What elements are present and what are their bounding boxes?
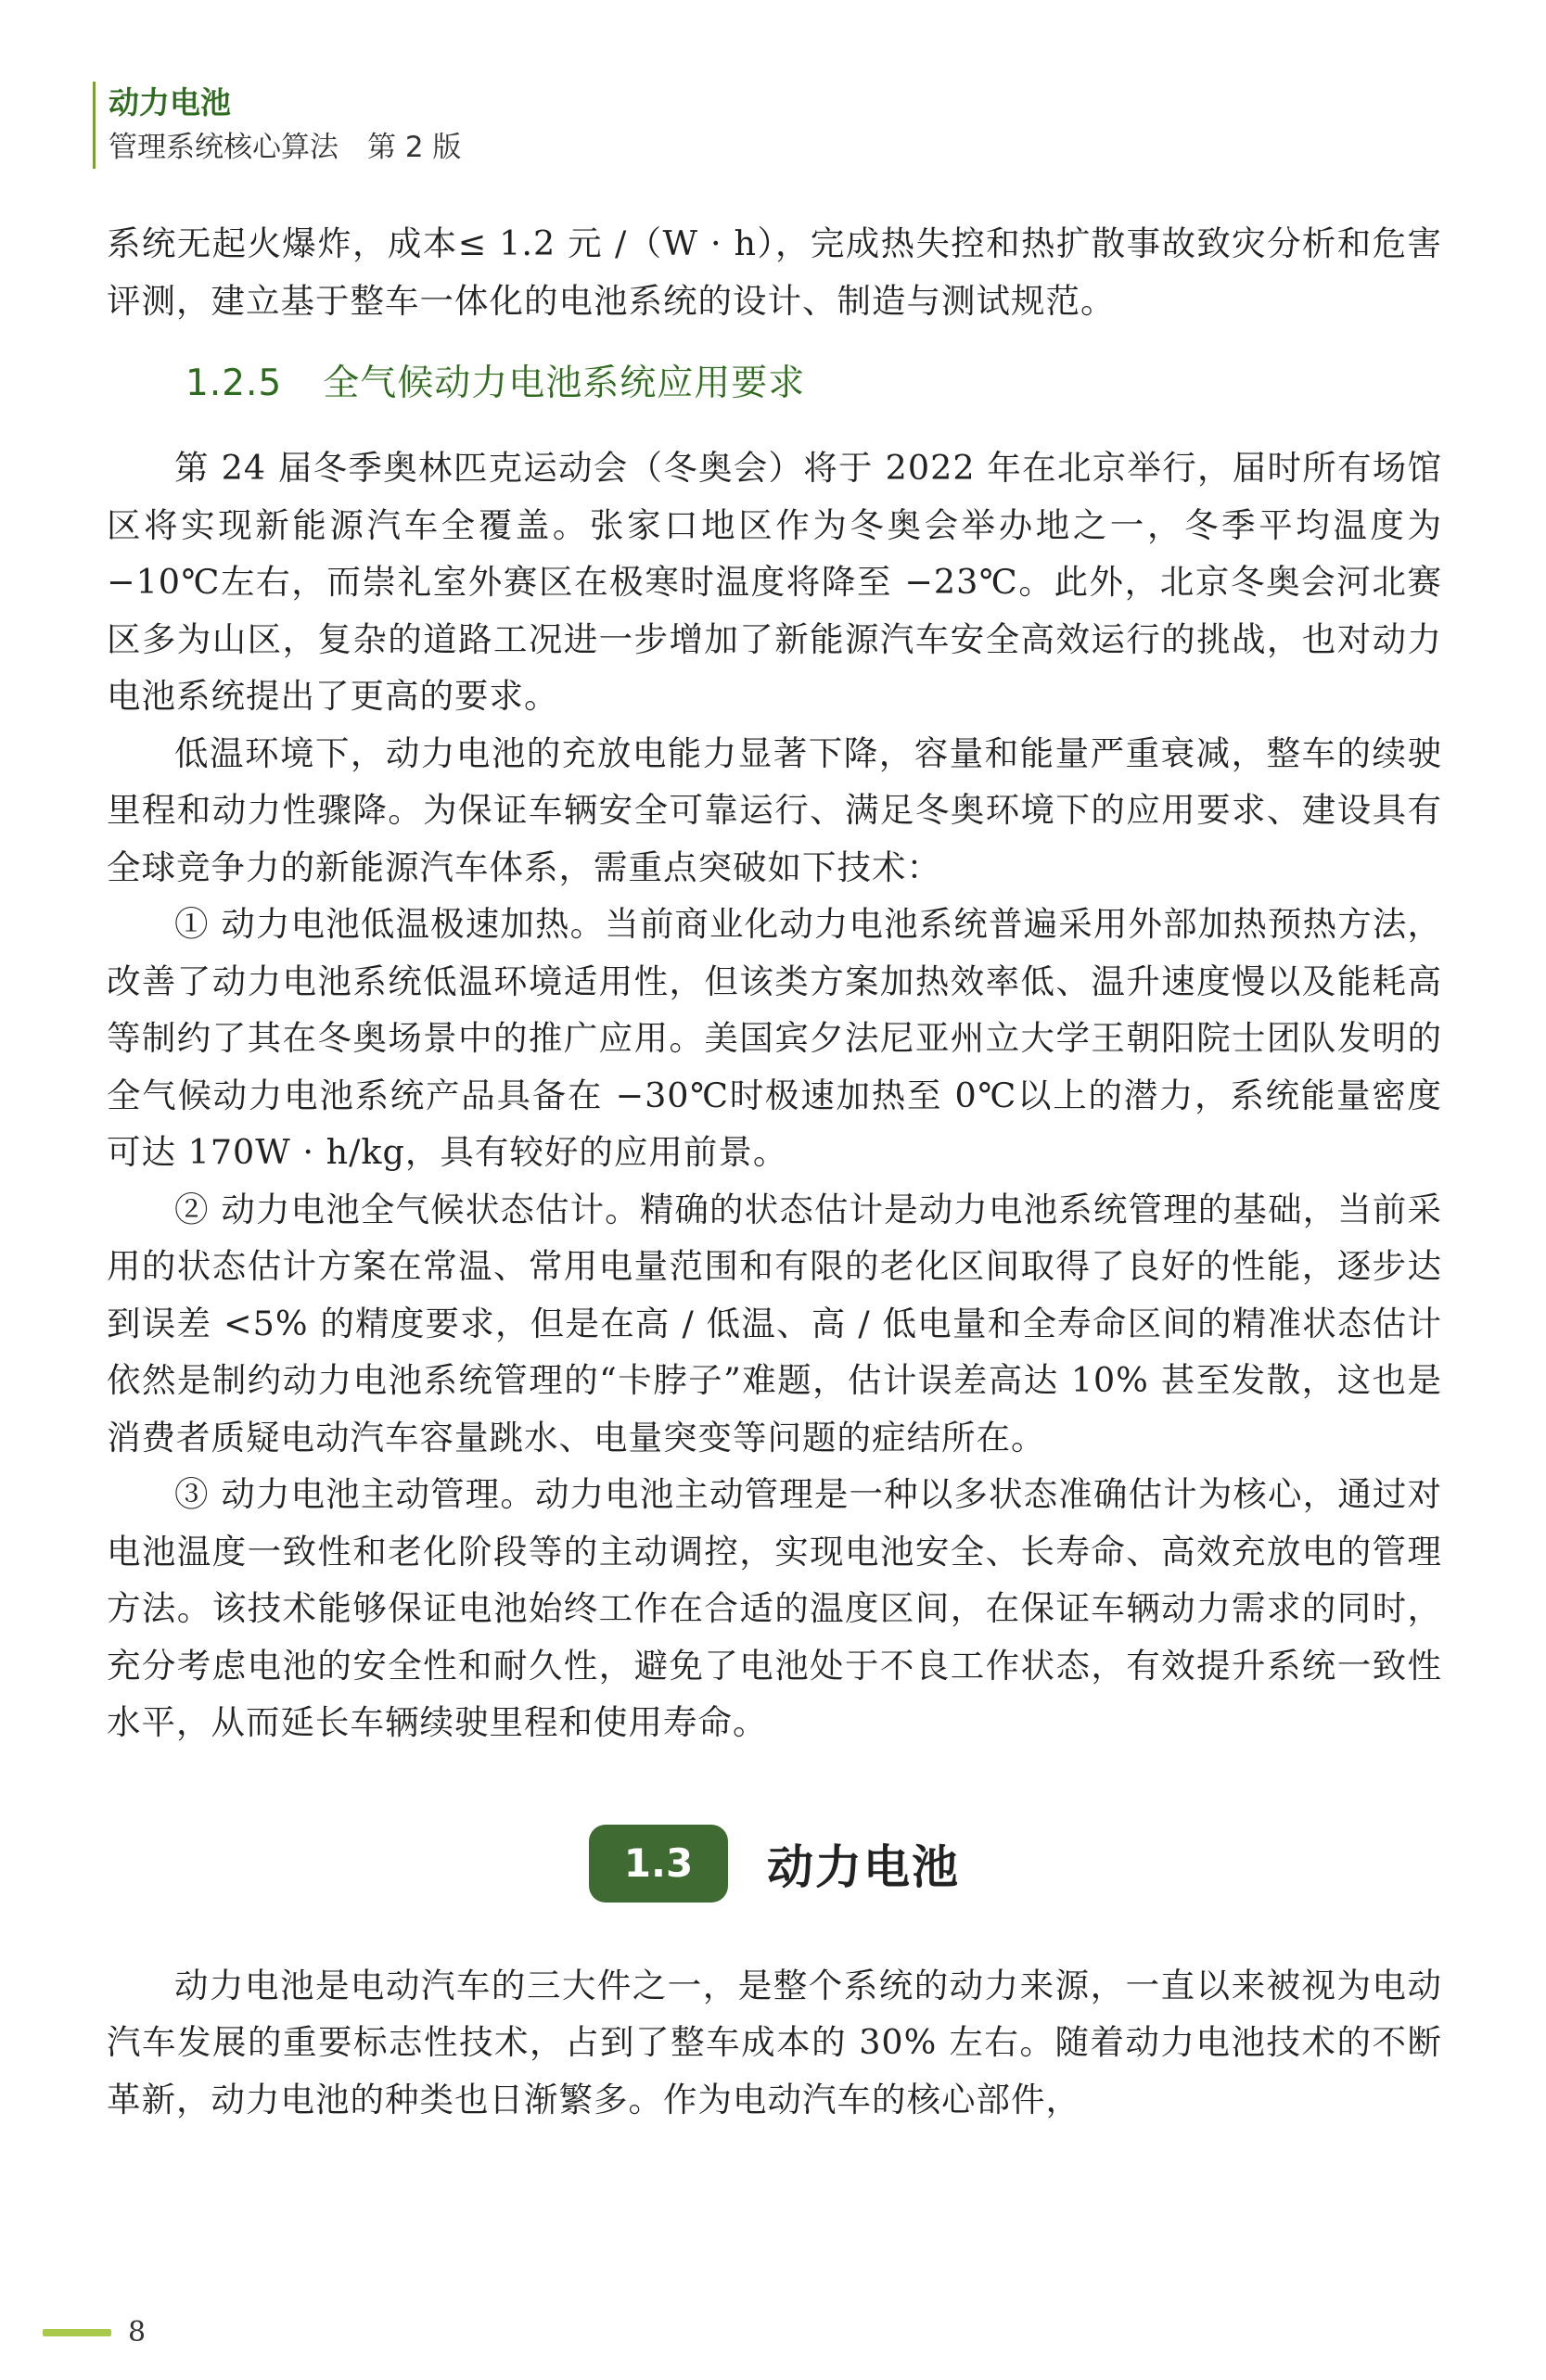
section-title: 动力电池	[767, 1839, 960, 1894]
paragraph-winter-olympics: 第 24 届冬季奥林匹克运动会（冬奥会）将于 2022 年在北京举行，届时所有场馆区将实现新能源汽车全覆盖。张家口地区作为冬奥会举办地之一，冬季平均温度为 −10℃左右，而崇礼室外赛区在极寒时温度将降至 −23℃。此外，北京冬奥会河北赛区多为山区，复杂的道路工况进一步增加了新能源汽车安全高效运行的挑战，也对动力电池系统提出了更高的要求。	[107, 448, 1442, 716]
paragraph-power-battery-intro: 动力电池是电动汽车的三大件之一，是整个系统的动力来源，一直以来被视为电动汽车发展的重要标志性技术，占到了整车成本的 30% 左右。随着动力电池技术的不断革新，动力电池的种类也日渐繁多。作为电动汽车的核心部件，	[107, 1965, 1442, 2119]
book-title: 动力电池	[109, 84, 231, 121]
intro-paragraph: 系统无起火爆炸，成本≤ 1.2 元 /（W · h），完成热失控和热扩散事故致灾分析和危害评测，建立基于整车一体化的电池系统的设计、制造与测试规范。	[107, 223, 1442, 321]
paragraph-active-management: ③ 动力电池主动管理。动力电池主动管理是一种以多状态准确估计为核心，通过对电池温度一致性和老化阶段等的主动调控，实现电池安全、长寿命、高效充放电的管理方法。该技术能够保证电池始终工作在合适的温度区间，在保证车辆动力需求的同时，充分考虑电池的安全性和耐久性，避免了电池处于不良工作状态，有效提升系统一致性水平，从而延长车辆续驶里程和使用寿命。	[107, 1474, 1442, 1742]
subsection-number: 1.2.5	[185, 363, 283, 404]
book-subtitle: 管理系统核心算法 第 2 版	[109, 131, 462, 164]
section-number-badge: 1.3	[589, 1825, 728, 1903]
paragraph-fast-heating: ① 动力电池低温极速加热。当前商业化动力电池系统普遍采用外部加热预热方法，改善了动力电池系统低温环境适用性，但该类方案加热效率低、温升速度慢以及能耗高等制约了其在冬奥场景中的推广应用。美国宾夕法尼亚州立大学王朝阳院士团队发明的全气候动力电池系统产品具备在 −30℃时极速加热至 0℃以上的潜力，系统能量密度可达 170W · h/kg，具有较好的应用前景。	[107, 904, 1442, 1172]
footer-accent-bar	[43, 2329, 111, 2336]
paragraph-low-temperature: 低温环境下，动力电池的充放电能力显著下降，容量和能量严重衰减，整车的续驶里程和动力性骤降。为保证车辆安全可靠运行、满足冬奥环境下的应用要求、建设具有全球竞争力的新能源汽车体系，需重点突破如下技术：	[107, 732, 1442, 887]
page-number: 8	[128, 2316, 147, 2348]
paragraph-state-estimation: ② 动力电池全气候状态估计。精确的状态估计是动力电池系统管理的基础，当前采用的状态估计方案在常温、常用电量范围和有限的老化区间取得了良好的性能，逐步达到误差 <5% 的精度要求，但是在高 / 低温、高 / 低电量和全寿命区间的精准状态估计依然是制约动力电池系统管理的“卡脖子”难题，估计误差高达 10% 甚至发散，这也是消费者质疑电动汽车容量跳水、电量突变等问题的症结所在。	[107, 1189, 1442, 1457]
page-body	[107, 215, 1442, 2128]
subsection-heading	[185, 355, 1442, 412]
page-footer	[43, 2316, 146, 2348]
running-header	[93, 82, 461, 169]
subsection-title: 全气候动力电池系统应用要求	[323, 363, 806, 404]
section-heading	[107, 1824, 1442, 1903]
